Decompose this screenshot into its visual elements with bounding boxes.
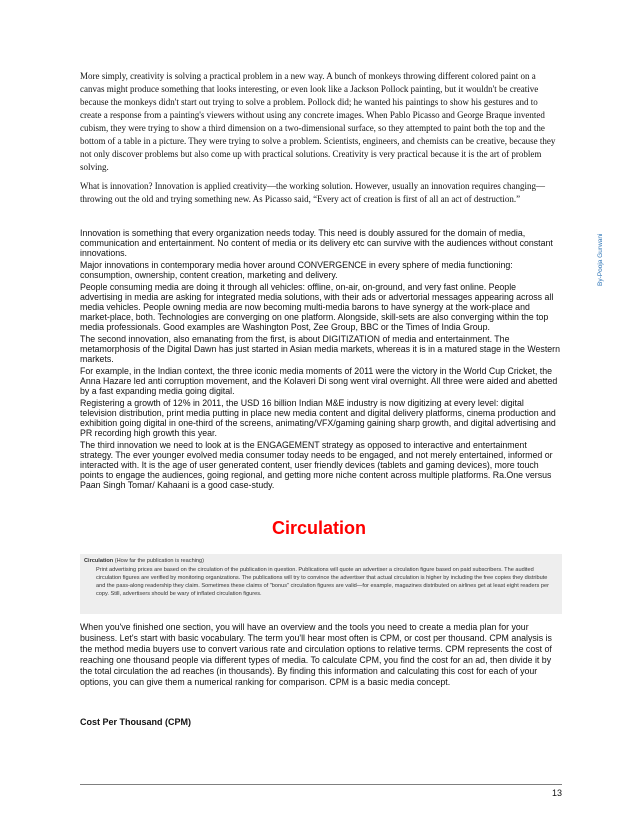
intro-paragraph-innovation: What is innovation? Innovation is applied creativity—the working solution. However, usually an innovation requires changing—throwing out the old and trying something new. As Picasso said, “Every act of creation is first of all an act of destruction.” — [80, 181, 546, 204]
body-paragraph: Major innovations in contemporary media hover around CONVERGENCE in every sphere of media functioning: consumption, ownership, content creation, marketing and delivery. — [80, 260, 513, 280]
intro-paragraph-creativity: More simply, creativity is solving a practical problem in a new way. A bunch of monkeys throwing different colored paint on a canvas might produce something that looks interesting, or even look like a Jackson Pollock painting, but it wouldn't be creative because the monkeys didn't start out trying to solve a problem. Pollock did; he wanted his paintings to show his gestures and to create a response from a painting's viewers without using any concrete images. When Pablo Picasso and George Braque invented cubism, they were trying to show a third dimension on a two-dimensional surface, so they attempted to paint both the top and the bottom of a table in a picture. They were trying to solve a problem. Scientists, engineers, and chemists can be creative, because they not only discover problems but also come up with practical solutions. Creativity is very practical because it is the art of problem solving. — [80, 71, 556, 172]
cpm-heading: Cost Per Thousand (CPM) — [80, 717, 192, 727]
body-paragraph: Innovation is something that every organization needs today. This need is doubly assured for the domain of media, communication and entertainment. No content of media or its delivery etc can survive with the audiences without constant innovations. — [80, 228, 553, 258]
body-paragraph: For example, in the Indian context, the three iconic media moments of 2011 were the victory in the World Cup Cricket, the Anna Hazare led anti corruption movement, and the Kolaveri Di song went viral overnight. All three were aided and abetted by a fast expanding media going digital. — [80, 366, 558, 396]
cpm-intro-section — [80, 622, 562, 688]
page-number: 13 — [551, 788, 562, 798]
circulation-term: Circulation — [84, 558, 114, 564]
body-paragraph: The second innovation, also emanating from the first, is about DIGITIZATION of media and entertainment. The metamorphosis of the Digital Dawn has just started in Asian media markets, whereas it is in a matured stage in the Western markets. — [80, 334, 560, 364]
innovation-section — [80, 228, 560, 492]
circulation-definition-box — [80, 554, 562, 614]
circulation-box-body: Print advertising prices are based on the circulation of the publication in question. Publications will quote an advertiser a circulation figure based on paid subscribers. The audited circulation figures are verified by monitoring organizations. The publications will try to convince the advertiser that actual circulation is higher by including the free copies they distribute and the pass-along readership they claim. Sometimes these claims of "bonus" circulation figures are valid—for example, magazines distributed on airlines get at least eight readers per copy. Still, advertisers should be wary of inflated circulation figures. — [96, 567, 549, 597]
cpm-intro-paragraph: When you've finished one section, you will have an overview and the tools you need to create a media plan for your business. Let's start with basic vocabulary. The term you'll hear most often is CPM, or cost per thousand. CPM analysis is the method media buyers use to convert various rate and circulation options to relative terms. CPM represents the cost of reaching one thousand people via different types of media. To calculate CPM, you find the cost for an ad, then divide it by the total circulation the ad reaches (in thousands). By finding this information and calculating this cost for each of your options, you can give them a numerical ranking for comparison. CPM is a basic media concept. — [80, 622, 552, 687]
body-paragraph: Registering a growth of 12% in 2011, the USD 16 billion Indian M&E industry is now digitizing at every level: digital television distribution, print media putting in place new media content and digital delivery platforms, cinema production and exhibition going digital in one-third of the screens, animating/VFX/gaming gaining sharp growth, and digital advertising and PR recording high growth this year. — [80, 398, 556, 438]
side-author-credit: By-Pooja Gurwani — [597, 233, 604, 287]
intro-section — [80, 70, 560, 212]
circulation-term-note: (How far the publication is reaching) — [113, 558, 205, 564]
footer-divider — [80, 784, 562, 785]
circulation-heading: Circulation — [271, 518, 366, 538]
circulation-box-title — [84, 557, 558, 565]
body-paragraph: People consuming media are doing it through all vehicles: offline, on-air, on-ground, and very fast online. People advertising in media are asking for integrated media solutions, with their ads or advertorial messages appearing across all media vehicles. People owning media are now becoming multi-media barons to have synergy at the work-place and market-place, both. Technologies are converging on one platform. Alongside, skill-sets are also converging within the top media professionals. Good examples are Washington Post, Zee Group, BBC or the Times of India Group. — [80, 282, 554, 332]
body-paragraph: The third innovation we need to look at is the ENGAGEMENT strategy as opposed to interactive and entertainment strategy. The ever younger evolved media consumer today needs to be engaged, and not merely entertained, informed or interacted with. It is the age of user generated content, user friendly devices (tablets and gaming devices), more touch points to engage the audiences, going regional, and getting more niche content across multiple platforms. Ra.One versus Paan Singh Tomar/ Kahaani is a good case-study. — [80, 440, 553, 490]
